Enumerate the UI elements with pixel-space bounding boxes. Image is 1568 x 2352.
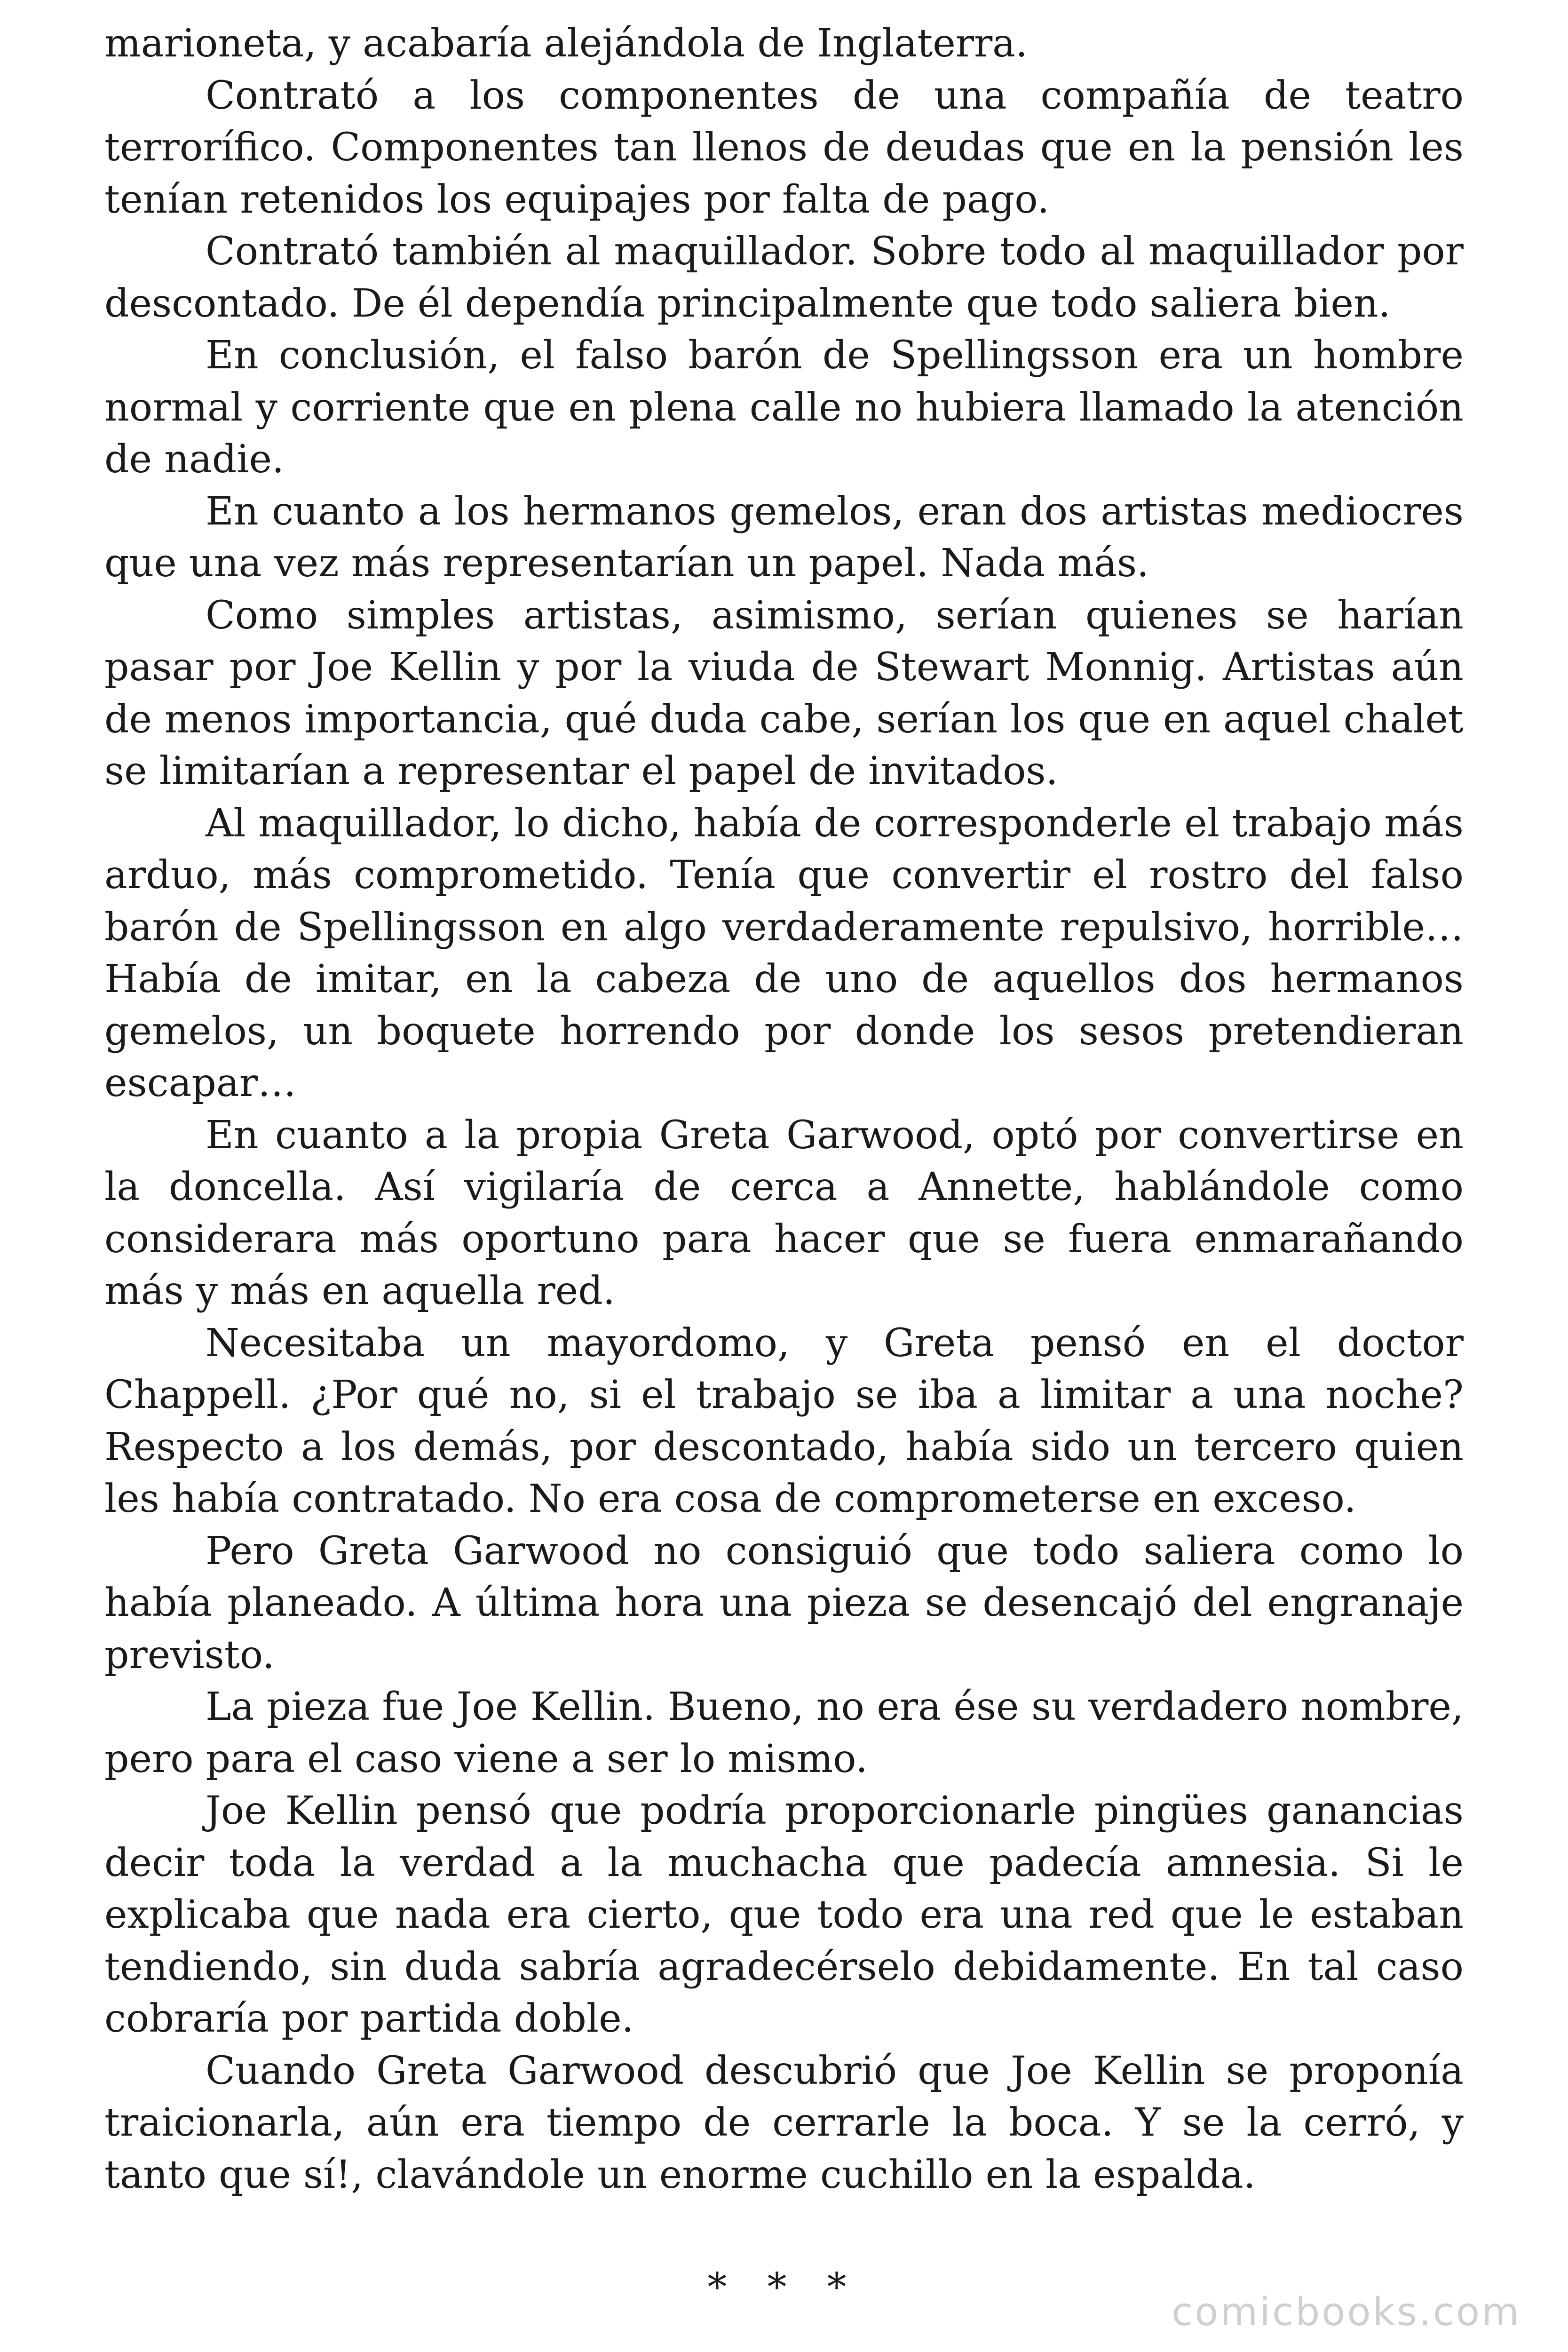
- paragraph-3: Contrató también al maquillador. Sobre todo al maquillador por descontado. De él dependía principalmente que todo saliera bien.: [104, 229, 1464, 326]
- paragraph-13: Cuando Greta Garwood descubrió que Joe Kellin se proponía traicionarla, aún era tiempo de cerrarle la boca. Y se la cerró, y tanto que sí!, clavándole un enorme cuchillo en la espalda.: [104, 2048, 1464, 2197]
- paragraph-10: Pero Greta Garwood no consiguió que todo saliera como lo había planeado. A última hora una pieza se desencajó del engranaje previsto.: [104, 1528, 1464, 1677]
- watermark-text: comicbooks.com: [1172, 2290, 1521, 2335]
- paragraph-5: En cuanto a los hermanos gemelos, eran dos artistas mediocres que una vez más representarían un papel. Nada más.: [104, 489, 1464, 586]
- paragraph-9: Necesitaba un mayordomo, y Greta pensó en el doctor Chappell. ¿Por qué no, si el trabajo se iba a limitar a una noche? Respecto a los demás, por descontado, había sido un tercero quien les había contratado. No era cosa de comprometerse en exceso.: [104, 1320, 1464, 1521]
- paragraph-11: La pieza fue Joe Kellin. Bueno, no era ése su verdadero nombre, pero para el caso viene a ser lo mismo.: [104, 1685, 1464, 1781]
- paragraph-8: En cuanto a la propia Greta Garwood, optó por convertirse en la doncella. Así vigilaría de cerca a Annette, hablándole como considerara más oportuno para hacer que se fuera enmarañando más y más en aquella red.: [104, 1112, 1464, 1313]
- paragraph-7: Al maquillador, lo dicho, había de corresponderle el trabajo más arduo, más comprometido. Tenía que convertir el rostro del falso barón de Spellingsson en algo verdaderamente repulsivo, horrible… Había de imitar, en la cabeza de uno de aquellos dos hermanos gemelos, un boquete horrendo por donde los sesos pretendieran escapar…: [104, 801, 1464, 1105]
- paragraph-1: marioneta, y acabaría alejándola de Inglaterra.: [104, 21, 1028, 66]
- section-separator: * * *: [707, 2265, 861, 2310]
- paragraph-12: Joe Kellin pensó que podría proporcionarle pingües ganancias decir toda la verdad a la muchacha que padecía amnesia. Si le explicaba que nada era cierto, que todo era una red que le estaban tendiendo, sin duda sabría agradecérselo debidamente. En tal caso cobraría por partida doble.: [104, 1788, 1464, 2041]
- paragraph-6: Como simples artistas, asimismo, serían quienes se harían pasar por Joe Kellin y por la viuda de Stewart Monnig. Artistas aún de menos importancia, qué duda cabe, serían los que en aquel chalet se limitarían a representar el papel de invitados.: [104, 593, 1464, 794]
- paragraph-2: Contrató a los componentes de una compañía de teatro terrorífico. Componentes tan llenos de deudas que en la pensión les tenían retenidos los equipajes por falta de pago.: [104, 73, 1464, 222]
- paragraph-4: En conclusión, el falso barón de Spellingsson era un hombre normal y corriente que en plena calle no hubiera llamado la atención de nadie.: [104, 333, 1464, 482]
- body-text: [104, 18, 1464, 2201]
